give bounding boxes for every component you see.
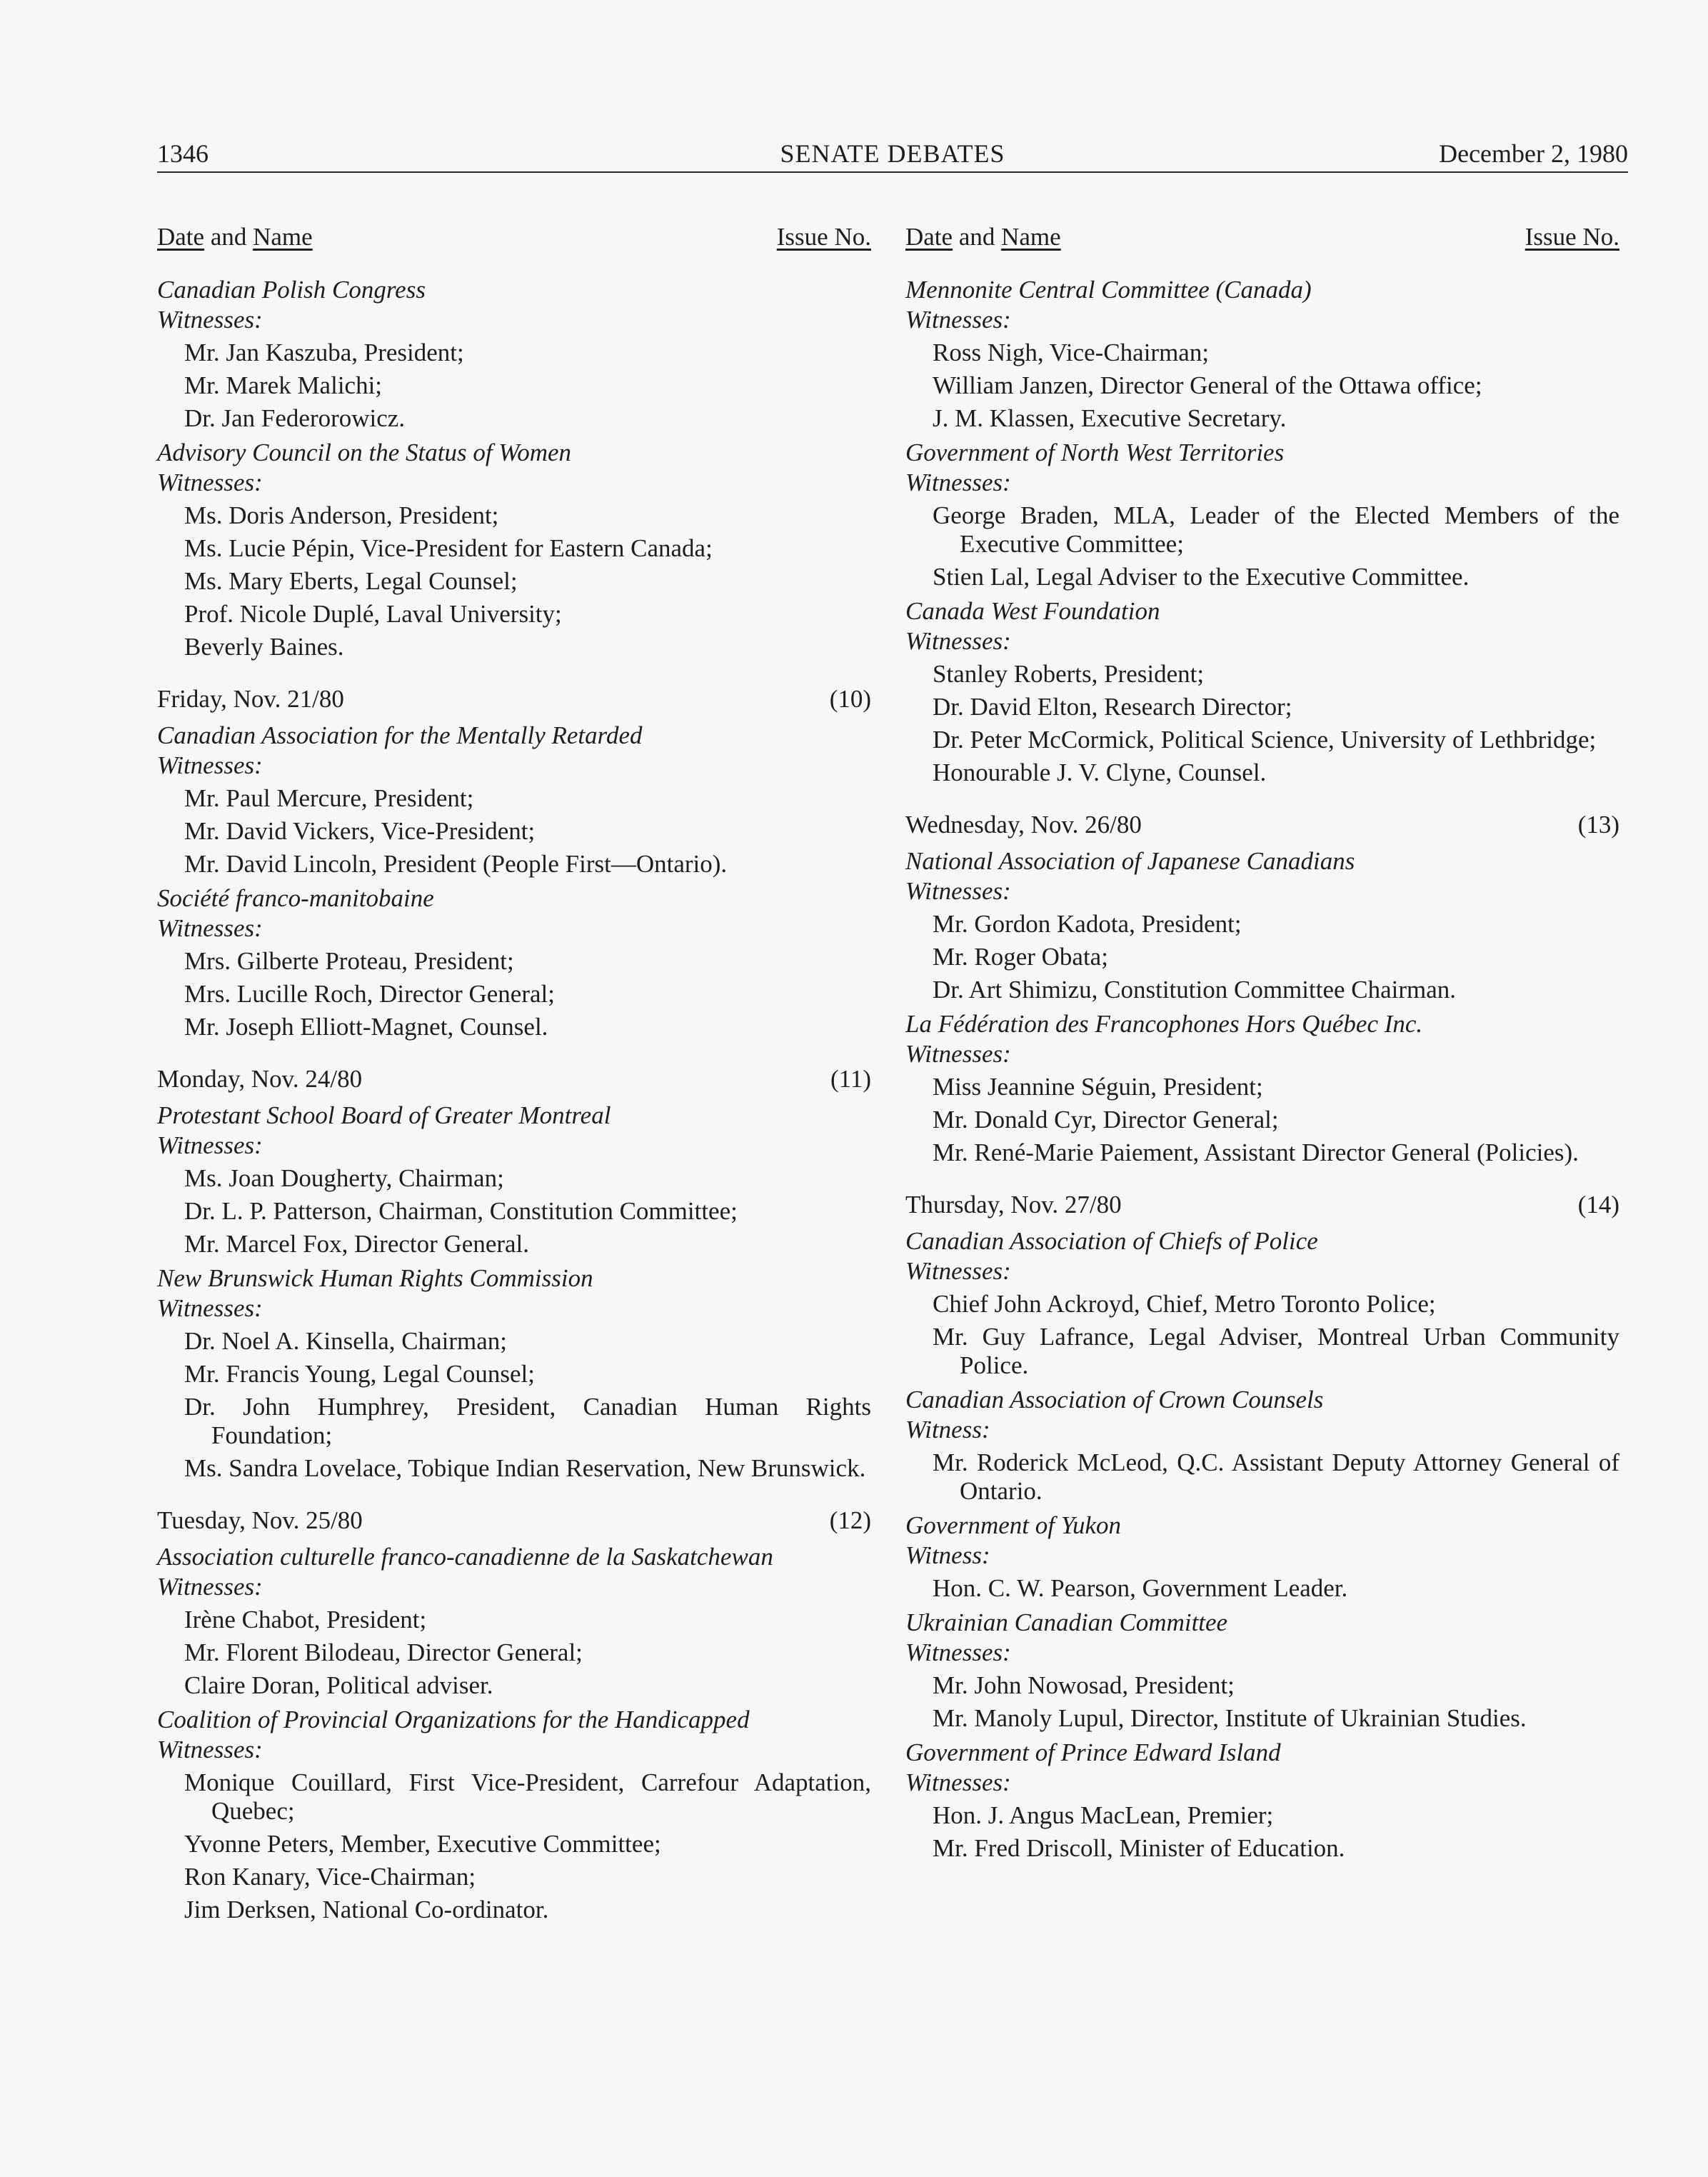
witness-entry: Hon. C. W. Pearson, Government Leader. xyxy=(933,1574,1348,1602)
witness-label: Witness: xyxy=(905,1541,990,1569)
organization-name: Mennonite Central Committee (Canada) xyxy=(905,276,1312,304)
witness-entry: Ms. Doris Anderson, President; xyxy=(184,501,499,529)
name-heading: Name xyxy=(1001,223,1061,251)
witness-entry: J. M. Klassen, Executive Secretary. xyxy=(933,404,1287,432)
witness-entry: Miss Jeannine Séguin, President; xyxy=(933,1073,1263,1101)
witness-entry: Dr. L. P. Patterson, Chairman, Constitution Committee; xyxy=(184,1197,738,1225)
sitting-date-row xyxy=(905,1188,1619,1221)
witness-entry: Mr. Marek Malichi; xyxy=(184,371,383,399)
witnesses-label: Witnesses: xyxy=(905,1257,1011,1285)
organization-name: Government of Yukon xyxy=(905,1511,1122,1539)
witness-entry: Mr. Manoly Lupul, Director, Institute of Ukrainian Studies. xyxy=(933,1704,1527,1732)
witness-entry: Mr. Fred Driscoll, Minister of Education. xyxy=(933,1834,1345,1862)
witness-entry: Ms. Mary Eberts, Legal Counsel; xyxy=(184,567,518,595)
issue-heading: Issue No. xyxy=(776,223,871,251)
witness-entry: Irène Chabot, President; xyxy=(184,1606,427,1633)
witness-entry: Stien Lal, Legal Adviser to the Executive Committee. xyxy=(933,563,1470,591)
header-rule xyxy=(157,171,1628,173)
issue-number: (12) xyxy=(829,1506,871,1534)
organization-name: Canadian Polish Congress xyxy=(157,276,426,304)
witness-entry: Prof. Nicole Duplé, Laval University; xyxy=(184,600,562,628)
witnesses-label: Witnesses: xyxy=(157,1131,263,1159)
witnesses-label: Witnesses: xyxy=(157,1294,263,1322)
organization-name: Protestant School Board of Greater Montreal xyxy=(157,1101,611,1129)
witness-entry: George Braden, MLA, Leader of the Elected Members of the Executive Committee; xyxy=(933,501,1619,558)
witness-entry: Claire Doran, Political adviser. xyxy=(184,1671,493,1699)
witnesses-label: Witnesses: xyxy=(905,1638,1011,1666)
witness-entry: Dr. Peter McCormick, Political Science, University of Lethbridge; xyxy=(933,726,1597,754)
witness-entry: Mr. Joseph Elliott-Magnet, Counsel. xyxy=(184,1013,548,1041)
name-heading: Name xyxy=(253,223,313,251)
witness-entry: Mrs. Lucille Roch, Director General; xyxy=(184,980,555,1008)
witness-entry: Ms. Joan Dougherty, Chairman; xyxy=(184,1164,504,1192)
witness-label: Witness: xyxy=(905,1416,990,1443)
right-column xyxy=(905,219,1619,1867)
witness-entry: Chief John Ackroyd, Chief, Metro Toronto Police; xyxy=(933,1290,1436,1318)
organization-name: La Fédération des Francophones Hors Québec Inc. xyxy=(905,1010,1423,1038)
witnesses-label: Witnesses: xyxy=(157,306,263,334)
witness-entry: Mr. Jan Kaszuba, President; xyxy=(184,339,464,366)
sitting-date: Tuesday, Nov. 25/80 xyxy=(157,1506,363,1534)
witness-entry: Dr. David Elton, Research Director; xyxy=(933,693,1292,721)
witness-entry: Mr. Francis Young, Legal Counsel; xyxy=(184,1360,535,1388)
and-heading: and xyxy=(210,223,247,251)
running-header xyxy=(157,134,1628,173)
witness-entry: Yvonne Peters, Member, Executive Committee; xyxy=(184,1830,661,1858)
witness-entry: Honourable J. V. Clyne, Counsel. xyxy=(933,759,1267,786)
witness-entry: Dr. Jan Federorowicz. xyxy=(184,404,406,432)
witness-entry: Ms. Lucie Pépin, Vice-President for Eastern Canada; xyxy=(184,534,713,562)
witness-entry: Dr. John Humphrey, President, Canadian Human Rights Foundation; xyxy=(184,1393,871,1449)
witness-entry: Mr. Roderick McLeod, Q.C. Assistant Deputy Attorney General of Ontario. xyxy=(933,1448,1619,1505)
witness-entry: Mr. John Nowosad, President; xyxy=(933,1671,1235,1699)
witness-entry: Mr. Paul Mercure, President; xyxy=(184,784,474,812)
witnesses-label: Witnesses: xyxy=(905,1768,1011,1796)
witness-entry: Ms. Sandra Lovelace, Tobique Indian Reservation, New Brunswick. xyxy=(184,1454,866,1482)
organization-name: National Association of Japanese Canadians xyxy=(905,847,1355,875)
publication-title: SENATE DEBATES xyxy=(780,139,1005,168)
organization-name: Canadian Association of Chiefs of Police xyxy=(905,1227,1318,1255)
witnesses-label: Witnesses: xyxy=(157,751,263,779)
witnesses-label: Witnesses: xyxy=(157,1573,263,1601)
witnesses-label: Witnesses: xyxy=(157,914,263,942)
date-heading: Date xyxy=(905,223,953,251)
witness-entry: Mr. Florent Bilodeau, Director General; xyxy=(184,1638,583,1666)
witnesses-label: Witnesses: xyxy=(157,1736,263,1763)
issue-number: (13) xyxy=(1577,811,1619,839)
organization-name: Government of Prince Edward Island xyxy=(905,1738,1281,1766)
organization-name: Canadian Association for the Mentally Retarded xyxy=(157,721,643,749)
witness-entry: Mr. Roger Obata; xyxy=(933,943,1108,971)
date-heading: Date xyxy=(157,223,205,251)
witness-entry: Mr. David Vickers, Vice-President; xyxy=(184,817,536,845)
witness-entry: Jim Derksen, National Co-ordinator. xyxy=(184,1896,549,1923)
publication-date: December 2, 1980 xyxy=(1439,139,1628,168)
witness-entry: Mr. Guy Lafrance, Legal Adviser, Montreal Urban Community Police. xyxy=(933,1323,1619,1379)
witness-entry: Mr. David Lincoln, President (People First—Ontario). xyxy=(184,850,728,878)
witnesses-label: Witnesses: xyxy=(905,627,1011,655)
organization-name: Ukrainian Canadian Committee xyxy=(905,1608,1228,1636)
witness-entry: Mr. Donald Cyr, Director General; xyxy=(933,1106,1279,1133)
column-header xyxy=(905,219,1619,256)
sitting-date-row xyxy=(157,1504,871,1537)
column-header xyxy=(157,219,871,256)
sitting-date: Friday, Nov. 21/80 xyxy=(157,685,344,713)
sitting-date-row xyxy=(905,809,1619,841)
issue-number: (11) xyxy=(830,1065,871,1093)
organization-name: Canada West Foundation xyxy=(905,597,1160,625)
sitting-date: Thursday, Nov. 27/80 xyxy=(905,1191,1122,1218)
witnesses-label: Witnesses: xyxy=(905,877,1011,905)
witness-entry: Beverly Baines. xyxy=(184,633,344,661)
page-number: 1346 xyxy=(157,139,209,168)
issue-heading: Issue No. xyxy=(1524,223,1619,251)
issue-number: (10) xyxy=(829,685,871,713)
witness-entry: Mr. Gordon Kadota, President; xyxy=(933,910,1242,938)
organization-name: Association culturelle franco-canadienne de la Saskatchewan xyxy=(157,1543,773,1571)
witness-entry: Hon. J. Angus MacLean, Premier; xyxy=(933,1801,1274,1829)
witness-entry: William Janzen, Director General of the Ottawa office; xyxy=(933,371,1482,399)
organization-name: Canadian Association of Crown Counsels xyxy=(905,1386,1324,1413)
sitting-date-row xyxy=(157,683,871,716)
sitting-date: Monday, Nov. 24/80 xyxy=(157,1065,363,1093)
left-column xyxy=(157,219,871,1928)
organization-name: Government of North West Territories xyxy=(905,439,1285,466)
witness-entry: Dr. Noel A. Kinsella, Chairman; xyxy=(184,1327,508,1355)
organization-name: Coalition of Provincial Organizations for the Handicapped xyxy=(157,1706,750,1733)
witnesses-label: Witnesses: xyxy=(905,469,1011,496)
witnesses-label: Witnesses: xyxy=(905,306,1011,334)
witness-entry: Ross Nigh, Vice-Chairman; xyxy=(933,339,1210,366)
witness-entry: Mr. René-Marie Paiement, Assistant Director General (Policies). xyxy=(933,1138,1579,1166)
sitting-date: Wednesday, Nov. 26/80 xyxy=(905,811,1142,839)
witness-entry: Mrs. Gilberte Proteau, President; xyxy=(184,947,514,975)
witness-entry: Monique Couillard, First Vice-President, Carrefour Adaptation, Quebec; xyxy=(184,1768,871,1825)
witness-entry: Dr. Art Shimizu, Constitution Committee Chairman. xyxy=(933,976,1457,1004)
witness-entry: Stanley Roberts, President; xyxy=(933,660,1205,688)
organization-name: Société franco-manitobaine xyxy=(157,884,434,912)
organization-name: Advisory Council on the Status of Women xyxy=(157,439,572,466)
witness-entry: Ron Kanary, Vice-Chairman; xyxy=(184,1863,476,1891)
sitting-date-row xyxy=(157,1063,871,1096)
witness-entry: Mr. Marcel Fox, Director General. xyxy=(184,1230,530,1258)
organization-name: New Brunswick Human Rights Commission xyxy=(157,1264,593,1292)
issue-number: (14) xyxy=(1577,1191,1619,1218)
and-heading: and xyxy=(958,223,995,251)
witnesses-label: Witnesses: xyxy=(157,469,263,496)
witnesses-label: Witnesses: xyxy=(905,1040,1011,1068)
